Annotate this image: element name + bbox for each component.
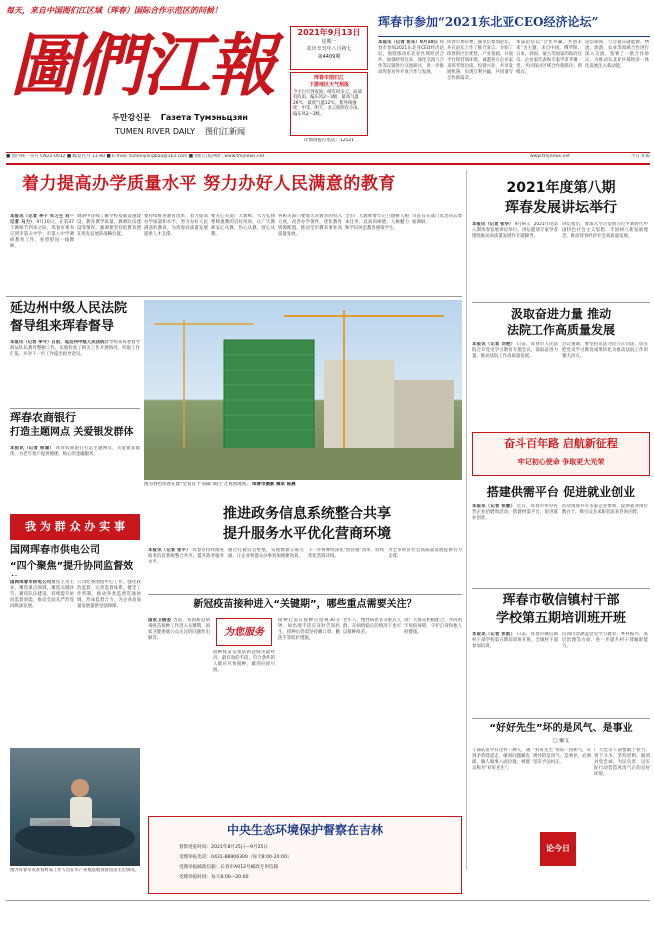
date-box <box>290 26 368 70</box>
issue-date: 2021年9月13日 <box>297 28 361 37</box>
bottom-banner-line-3: 受理举报邮政信箱：长春市A012号邮政专用信箱 <box>179 865 279 870</box>
jobs-body-1: 本报讯（记者 张敏） 近日，珲春市举办民营企业招聘周活动，搭建供需平台，促进就业创业。 <box>472 504 558 521</box>
weather-title: 珲春市图们江 <box>313 75 344 81</box>
goodman-tag: 论今日 <box>540 832 576 866</box>
slogan: 每天，来自中国图们江区域（珲春）国际合作示范区的问候！ <box>6 6 222 15</box>
latin-name: TUMEN RIVER DAILY <box>115 126 195 136</box>
masthead-logo <box>10 26 290 112</box>
photo-caption-fishery: 图为珲春市农业农村局工作人员在水产养殖基地查看鱼苗生长情况。 <box>10 868 139 873</box>
lead-body-3: 要持续推进教育改革，着力提高办学质量和水平，努力办好人民满意的教育，为珲春高质量发展提供人才支撑。 <box>144 214 208 237</box>
vaccine-body-2: 接种疫苗是预防新冠肺炎最经济、最有效的手段，符合条件的人群应尽快接种，做到应接尽接。 <box>213 650 275 673</box>
top-story-body-4: 论坛期间，与会嘉宾就能源、物流、旅游、农业等领域合作进行深入交流，签署了一批合作协议，为推动东北亚区域经济一体化发展注入新动能。 <box>585 40 649 69</box>
lunar-date: 农历辛丑年八月初七 <box>306 46 352 53</box>
forum-headline-2: 珲春发展讲坛举行 <box>505 200 617 216</box>
top-story-body-2: 珲春市委常委、副市长参加论坛，并在论坛上作了推介发言。介绍了珲春的区位优势、产业基础、开放平台和营商环境，诚邀各方企业家来珲考察洽谈、投资兴业，共享发展机遇，实现互利共赢，共同谱写合作新篇章。 <box>447 40 513 81</box>
court-headline-2: 督导组来珲春督导 <box>10 319 115 334</box>
cadre-body-2: 培训内容涵盖党史学习教育、乡村振兴、基层治理等方面，进一步提升村干部履职能力。 <box>562 632 648 649</box>
service-banner: 我 为 群 众 办 实 事 <box>10 514 140 540</box>
forum-headline-1: 2021年度第八期 <box>506 180 616 196</box>
page-count: 今日 4 版 <box>630 154 650 159</box>
jobs-headline: 搭建供需平台 促进就业创业 <box>486 485 636 499</box>
bank-body: 本报讯（记者 杨潇） 珲春农商银行打造主题网点，关爱银发群体，为老年客户提供便捷、贴心的金融服务。 <box>10 446 140 457</box>
gov-body-2: 通过打破信息壁垒，实现数据互联互通，让企业和群众办事更加便捷高效。 <box>228 548 304 559</box>
forum-body-2: 讲坛指出，要深入学习贯彻习近平新时代中国特色社会主义思想，牢固树立新发展理念，推动珲春经济社会高质量发展。 <box>562 222 648 239</box>
weather-text: 今天白天到夜间：晴有时多云，局部有阵雨，偏东风2～3级，最高气温26℃，最低气温12℃，紫外线强度：中等。明天：多云转阴有小雨，偏东风2～3级。 <box>293 89 362 117</box>
top-story-body-3: 本届论坛以“合作共赢，共创未来”为主题，来自中国、俄罗斯、日本、韩国、蒙古等国家的政府官员、企业家代表和专家学者齐聚一堂，共同探讨区域合作新路径、新模式。 <box>516 40 582 75</box>
jobs-body-2: 活动现场共有多家企业参加，提供就业岗位数百个，吸引众多求职者前来咨询应聘。 <box>562 504 648 515</box>
law-body-1: 本报讯（记者 刘艳） 日前，珲春市人民法院召开党史学习教育专题会议，汲取奋进力量，推动法院工作高质量发展。 <box>472 342 558 359</box>
masthead-names <box>80 112 280 150</box>
bottom-banner-line-4: 受理举报时间：每天8:00—20:00 <box>179 875 249 880</box>
russian-name: Газета Тумэньцзян <box>160 113 248 122</box>
cadre-body-1: 本报讯（记者 张凯） 日前，珲春市敬信镇村干部学校第五期培训班开班，全镇村干部参加培训。 <box>472 632 558 649</box>
forecast-note: 详情请拨打电话：12121 <box>303 138 355 143</box>
gov-body-1: 本报讯（记者 张平） 珲春市持续推进政务信息系统整合共享，提升政务服务水平。 <box>148 548 224 565</box>
forum-body-1: 本报讯（记者 张华） 9月9日，2021年度第八期珲春发展讲坛举行。讲坛邀请专家学者围绕推动高质量发展作专题辅导。 <box>472 222 558 239</box>
chinese-subname: 图们江新闻 <box>204 126 245 136</box>
vaccine-body-1: 国家卫健委 当前，我国新冠病毒疫苗接种工作进入关键期，国家卫健委就公众关注的问题作出解答。 <box>148 618 210 641</box>
bottom-banner-line-1: 督察进驻时间：2021年8月25日—9月25日 <box>179 845 268 850</box>
gov-body-4: 为全市经济社会高质量发展提供有力支撑。 <box>388 548 462 559</box>
logo-text: 圖們江報 <box>10 26 275 106</box>
century-banner-sub: 牢记初心使命 争取更大光荣 <box>517 458 605 466</box>
gov-headline-1: 推进政务信息系统整合共享 <box>223 506 391 522</box>
lead-body-6: 全市广大教师要牢记立德树人根本任务，以高尚师德、人格魅力和学识风范教育感染学生。 <box>345 214 409 231</box>
weekday: 星期一 <box>321 39 337 45</box>
lead-body-2: 调研中详细了解学校基础设施建设、教育教学质量、教师队伍建设等情况，强调要坚持把教育摆在优先发展的战略位置。 <box>77 214 141 237</box>
vaccine-body-5: 请广大群众积极配合，共同筑牢免疫屏障，守护自身和他人的健康。 <box>404 618 462 635</box>
century-banner <box>472 432 650 476</box>
weather-box <box>290 72 368 136</box>
power-headline-1: 国网珲春市供电公司 <box>10 545 100 556</box>
fishery-illustration <box>10 748 140 866</box>
fishery-photo <box>10 748 140 866</box>
photo-caption-construction: 图为春色珲春在建“全省首个‘双碳’项目”之春园现场。 珲春市摄影 辑家 陈晨 <box>144 482 296 487</box>
lead-body-5: 各相关部门要加大对教育的投入力度，改善办学条件，优化教育资源配置，推动全市教育事业高质量发展。 <box>278 214 342 237</box>
top-story-body-1: 本报讯（记者 张东）9月10日 珲春市参加2021东北亚CEO经济论坛，围绕推动东北亚区域经济合作，加强经贸往来，深化交流与合作等议题进行交流研讨，进一步推动珲春对外开放合作与发展。 <box>378 40 444 75</box>
bottom-banner-title: 中央生态环境保护督察在吉林 <box>226 823 383 837</box>
top-story-headline: 珲春市参加“2021东北亚CEO经济论坛” <box>378 15 599 29</box>
web-address: www.tmjnews.net <box>530 154 570 159</box>
court-body: 本报讯（记者 李守）日前，延边州中级人民法院督导组来珲春督导政法队伍教育整顿工作，实地检查了相关工作开展情况，听取工作汇报，并对下一步工作提出指导意见。 <box>10 340 140 357</box>
construction-illustration <box>144 300 462 480</box>
bottom-banner <box>148 816 462 894</box>
gov-body-3: 下一步将继续深化“放管服”改革，持续优化营商环境。 <box>308 548 384 559</box>
power-body-2: 公司纪委围绕中心工作，强化政治监督，完善监督体系，健全工作机制，推动各类监督贯通协调，形成监督合力，为企业高质量发展提供坚强保障。 <box>77 580 141 609</box>
info-bar: ■ 国内统一刊号 CN22-0012 ■ 邮发代号 11-60 ■ E-mail: tumenjiangbao@163.com ■ 图们江报网址: www.tmjnews.net <box>6 154 265 159</box>
lead-headline: 着力提高办学质量水平 努力办好人民满意的教育 <box>22 174 396 194</box>
goodman-headline: “好好先生”坏的是风气、是事业 <box>489 723 633 734</box>
law-headline-2: 法院工作高质量发展 <box>506 323 615 337</box>
bottom-banner-line-2: 受理举报电话：0431-88906300（每天8:00-20:00） <box>179 855 292 860</box>
law-headline-1: 汲取奋进力量 推动 <box>510 307 612 321</box>
vaccine-body-3: 接种后需在接种点留观30分钟，如出现不适应及时告知医生，接种后仍需坚持戴口罩、勤洗手等防护措施。 <box>278 618 340 641</box>
lead-body-7: 市直有关部门负责同志参加调研。 <box>412 214 462 225</box>
column-tag: 为您服务 <box>216 618 272 646</box>
korean-name: 두만강신문 <box>112 113 151 122</box>
weather-subtitle: 下游地区天气预报 <box>308 82 349 89</box>
lead-body-1: 本报讯（记者 李千 实习生 刘一 记者 马力） 9月10日，在第37个教师节到来之际，珲春市委书记到市第五中学、市第八中学调研教育工作，看望慰问一线教师。 <box>10 214 74 249</box>
goodman-body-1: 干部队伍中有这样一种人，遇到矛盾绕道走，碰到问题踢皮球，做人做事八面玲珑，被群众称为“好好先生”。 <box>472 748 530 771</box>
power-body-1: 国网珲春市供电公司聚焦主责主业，聚焦重点领域，聚焦关键环节，聚焦队伍建设，持续提升协同监督效能，推动全面从严治党向纵深发展。 <box>10 580 74 609</box>
bank-headline-2: 打造主题网点 关爱银发群体 <box>10 427 134 438</box>
cadre-headline-1: 珲春市敬信镇村干部 <box>502 593 620 608</box>
goodman-body-3: 广大党员干部要敢于担当、勇于斗争，坚持原则，做到对党忠诚、为民负责，以实际行动营造风清气正的良好环境。 <box>594 748 650 777</box>
law-body-2: 会议强调，要坚持司法为民公正司法，切实把党史学习教育成果转化为推动法院工作的强大动力。 <box>562 342 648 359</box>
bank-headline-1: 珲春农商银行 <box>10 411 76 424</box>
goodman-byline: □ 戴文 <box>552 738 570 744</box>
court-headline-1: 延边州中级人民法院 <box>10 301 128 316</box>
century-banner-title: 奋斗百年路 启航新征程 <box>504 437 618 450</box>
vaccine-body-4: 老年人、慢性病患者等重点人群，在病情稳定的情况下也可以接种疫苗。 <box>343 618 401 635</box>
construction-photo <box>144 300 462 480</box>
gov-headline-2: 提升服务水平优化营商环境 <box>223 526 391 542</box>
issue-number: 第4409期 <box>317 53 341 60</box>
vaccine-headline: 新冠疫苗接种进入“关键期”，哪些重点需要关注？ <box>193 599 417 610</box>
info-bar-line <box>6 152 650 153</box>
goodman-body-2: “好好先生”看似一团和气，实则坏的是风气、是事业，必须坚决予以纠正。 <box>533 748 591 765</box>
lead-body-4: 要关心关爱广大教师，大力弘扬尊师重教的良好风尚，让广大教师安心从教、热心从教、舒心从教。 <box>211 214 275 237</box>
power-headline-2: “四个聚焦”提升协同监督效 <box>10 561 134 572</box>
cadre-headline-2: 学校第五期培训班开班 <box>495 611 626 626</box>
